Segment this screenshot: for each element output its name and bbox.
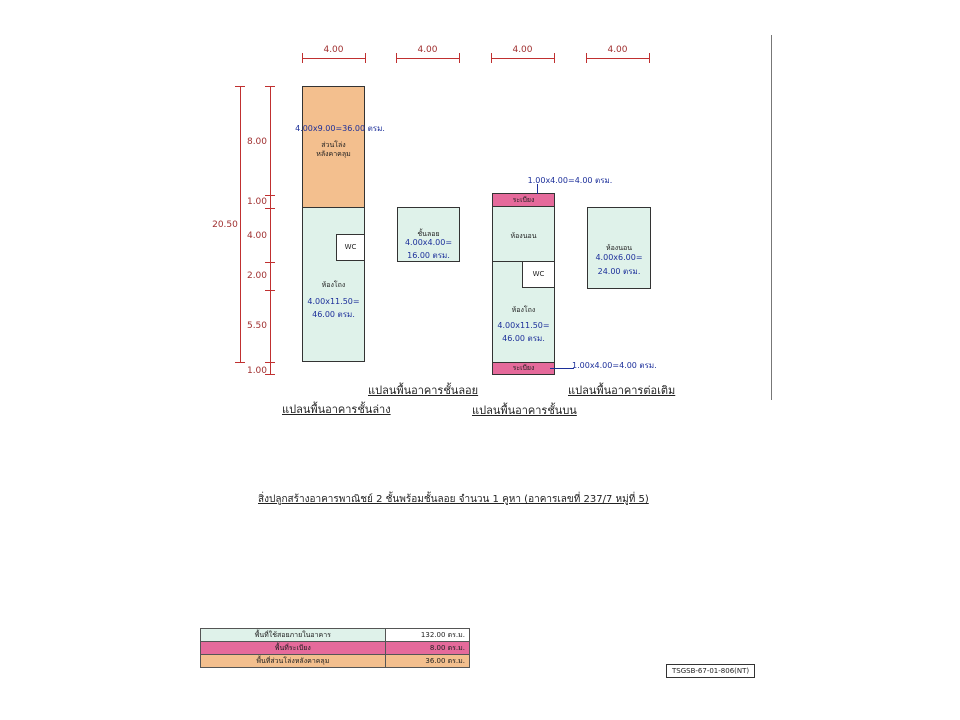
drawing-code: TSGSB-67-01-806(NT) [666, 664, 755, 678]
extension-title: แปลนพื้นอาคารต่อเติม [568, 384, 676, 397]
segment-label: 8.00 [246, 137, 268, 147]
summary-value: 8.00 ตร.ม. [385, 642, 469, 655]
summary-row [201, 629, 470, 642]
summary-row [201, 642, 470, 655]
drawing-caption: สิ่งปลูกสร้างอาคารพาณิชย์ 2 ชั้นพร้อมชั้นลอย จำนวน 1 คูหา (อาคารเลขที่ 237/7 หมู่ที่ 5) [258, 494, 649, 505]
summary-label: พื้นที่ระเบียง [201, 642, 386, 655]
upper-wc-label: WC [532, 270, 545, 278]
ground-wc-label: WC [344, 243, 357, 251]
upper-hall-label: ห้องโถง [511, 306, 536, 314]
top-dim-label: 4.00 [323, 45, 344, 55]
upper-balcony-top-label: ระเบียง [512, 196, 535, 204]
total-height-label: 20.50 [212, 220, 238, 230]
ground-floor-title: แปลนพื้นอาคารชั้นล่าง [282, 403, 391, 416]
upper-bedroom-label: ห้องนอน [510, 232, 537, 240]
upper-hall-area-1: 4.00x11.50= [497, 321, 550, 330]
mezzanine-area-1: 4.00x4.00= [404, 238, 453, 247]
carport-label: ส่วนโล่ง [321, 141, 346, 149]
extension-area-1: 4.00x6.00= [595, 253, 643, 262]
summary-row [201, 655, 470, 668]
page-right-border [771, 35, 772, 400]
segment-label: 4.00 [246, 231, 268, 241]
extension-area-2: 24.00 ตรม. [597, 267, 641, 276]
segment-label: 1.00 [246, 197, 268, 207]
extension-label: ห้องนอน [605, 244, 632, 252]
summary-label: พื้นที่ส่วนโล่งหลังคาคลุม [201, 655, 386, 668]
top-dim-label: 4.00 [607, 45, 628, 55]
mezzanine-label: ชั้นลอย [417, 230, 440, 238]
balcony-top-leader [537, 184, 538, 194]
mezzanine-area-2: 16.00 ตรม. [407, 251, 450, 260]
segment-label: 2.00 [246, 271, 268, 281]
ground-hall-area-1: 4.00x11.50= [307, 297, 360, 306]
upper-balcony-top-area: 1.00x4.00=4.00 ตรม. [527, 176, 613, 185]
area-summary-table [200, 628, 470, 668]
top-dim-label: 4.00 [417, 45, 438, 55]
segment-label: 5.50 [246, 321, 268, 331]
upper-hall-area-2: 46.00 ตรม. [502, 334, 545, 343]
carport-area-label: 4.00x9.00=36.00 ตรม. [295, 124, 385, 133]
bedroom-divider [492, 261, 522, 262]
upper-balcony-bottom-area: 1.00x4.00=4.00 ตรม. [572, 361, 657, 370]
ground-hall-area-2: 46.00 ตรม. [312, 310, 355, 319]
summary-label: พื้นที่ใช้สอยภายในอาคาร [201, 629, 386, 642]
ground-hall-label: ห้องโถง [321, 281, 346, 289]
summary-value: 132.00 ตร.ม. [385, 629, 469, 642]
segment-label: 1.00 [246, 366, 268, 376]
balcony-bottom-leader [550, 368, 574, 369]
upper-balcony-bottom-label: ระเบียง [512, 364, 535, 372]
upper-floor-title: แปลนพื้นอาคารชั้นบน [472, 404, 577, 417]
carport-sub-label: หลังคาคลุม [316, 150, 351, 158]
mezzanine-title: แปลนพื้นอาคารชั้นลอย [368, 384, 479, 397]
summary-value: 36.00 ตร.ม. [385, 655, 469, 668]
top-dim-label: 4.00 [512, 45, 533, 55]
